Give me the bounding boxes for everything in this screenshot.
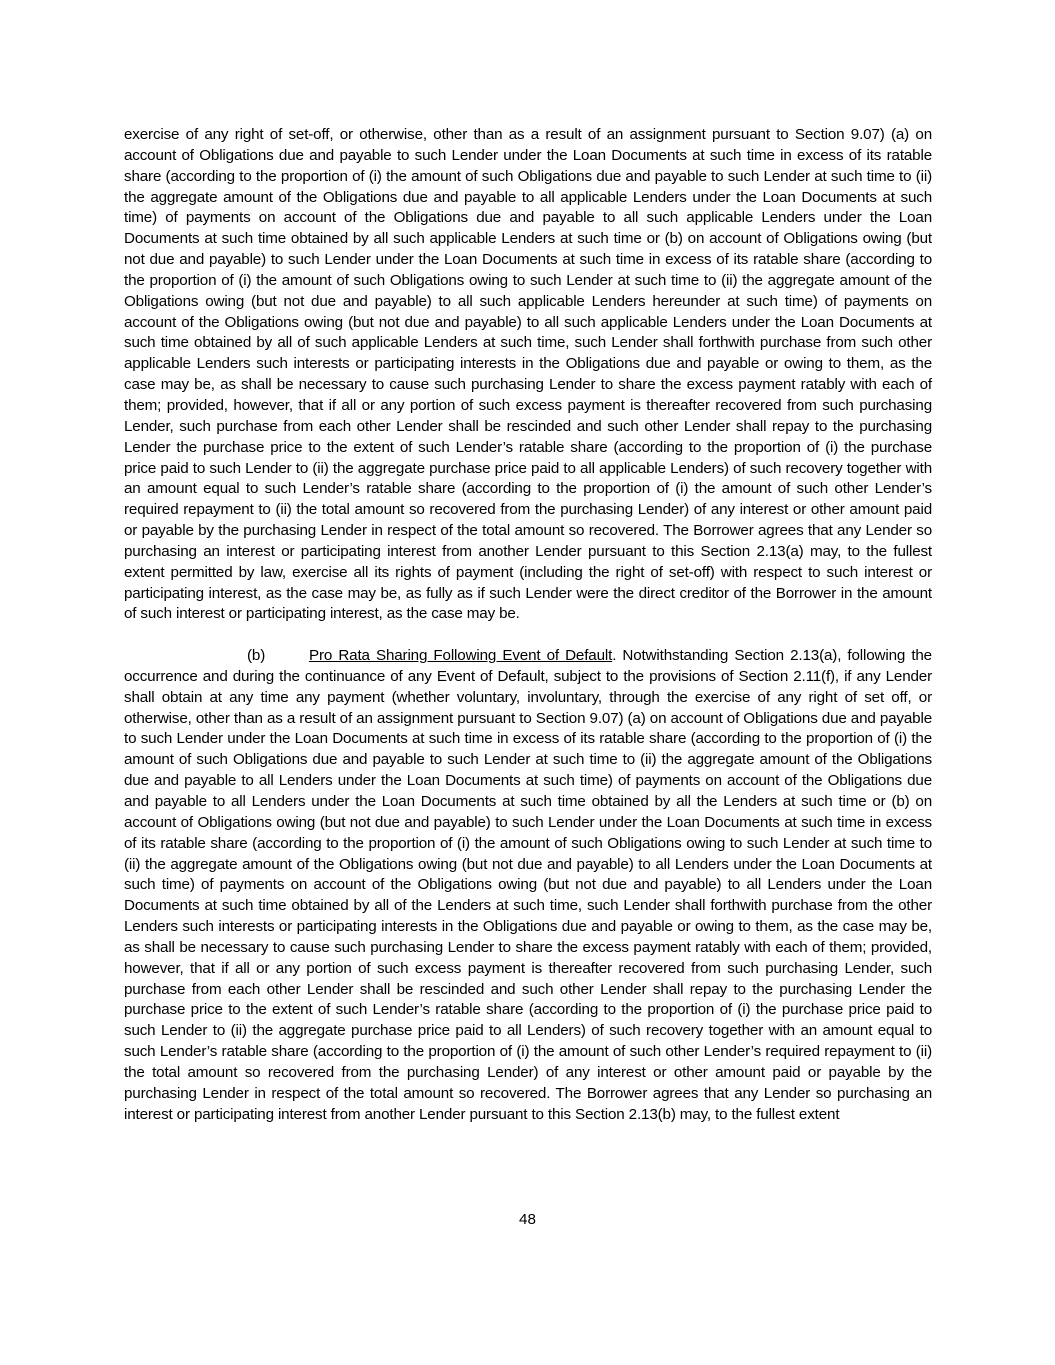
page-number: 48 xyxy=(519,1211,536,1228)
paragraph-section-b xyxy=(124,646,932,1125)
section-b-heading: Pro Rata Sharing Following Event of Default xyxy=(309,647,613,665)
paragraph-continuation: exercise of any right of set-off, or otherwise, other than as a result of an assignment pursuant to Section 9.07) (a) on account of Obligations due and payable to such Lender under the Loan Documents at such time in excess of its ratable share (according to the proportion of (i) the amount of such Obligations due and payable to such Lender at such time to (ii) the aggregate amount of the Obligations due and payable to all applicable Lenders under the Loan Documents at such time) of payments on account of the Obligations due and payable to all such applicable Lenders under the Loan Documents at such time obtained by all such applicable Lenders at such time or (b) on account of Obligations owing (but not due and payable) to such Lender under the Loan Documents at such time in excess of its ratable share (according to the proportion of (i) the amount of such Obligations owing to such Lender at such time to (ii) the aggregate amount of the Obligations owing (but not due and payable) to all such applicable Lenders hereunder at such time) of payments on account of the Obligations owing (but not due and payable) to all such applicable Lenders under the Loan Documents at such time obtained by all of such applicable Lenders at such time, such Lender shall forthwith purchase from such other applicable Lenders such interests or participating interests in the Obligations due and payable or owing to them, as the case may be, as shall be necessary to cause such purchasing Lender to share the excess payment ratably with each of them; provided, however, that if all or any portion of such excess payment is thereafter recovered from such purchasing Lender, such purchase from each other Lender shall be rescinded and such other Lender shall repay to the purchasing Lender the purchase price to the extent of such Lender’s ratable share (according to the proportion of (i) the purchase price paid to such Lender to (ii) the aggregate purchase price paid to all applicable Lenders) of such recovery together with an amount equal to such Lender’s ratable share (according to the proportion of (i) the amount of such other Lender’s required repayment to (ii) the total amount so recovered from the purchasing Lender) of any interest or other amount paid or payable by the purchasing Lender in respect of the total amount so recovered. The Borrower agrees that any Lender so purchasing an interest or participating interest from another Lender pursuant to this Section 2.13(a) may, to the fullest extent permitted by law, exercise all its rights of payment (including the right of set-off) with respect to such interest or participating interest, as the case may be, as fully as if such Lender were the direct creditor of the Borrower in the amount of such interest or participating interest, as the case may be. xyxy=(124,126,932,623)
section-b-heading-punctuation: . xyxy=(612,647,617,665)
section-b-body: Notwithstanding Section 2.13(a), following the occurrence and during the continuance of any Event of Default, subject to the provisions of Section 2.11(f), if any Lender shall obtain at any time any payment (whether voluntary, involuntary, through the exercise of any right of set off, or otherwise, other than as a result of an assignment pursuant to Section 9.07) (a) on account of Obligations due and payable to such Lender under the Loan Documents at such time in excess of its ratable share (according to the proportion of (i) the amount of such Obligations due and payable to such Lender at such time to (ii) the aggregate amount of the Obligations due and payable to all Lenders under the Loan Documents at such time) of payments on account of the Obligations due and payable to all Lenders under the Loan Documents at such time obtained by all the Lenders at such time or (b) on account of Obligations owing (but not due and payable) to such Lender under the Loan Documents at such time in excess of its ratable share (according to the proportion of (i) the amount of such Obligations owing to such Lender at such time to (ii) the aggregate amount of the Obligations owing (but not due and payable) to all Lenders under the Loan Documents at such time) of payments on account of the Obligations owing (but not due and payable) to all Lenders under the Loan Documents at such time obtained by all of the Lenders at such time, such Lender shall forthwith purchase from the other Lenders such interests or participating interests in the Obligations due and payable or owing to them, as the case may be, as shall be necessary to cause such purchasing Lender to share the excess payment ratably with each of them; provided, however, that if all or any portion of such excess payment is thereafter recovered from such purchasing Lender, such purchase from each other Lender shall be rescinded and such other Lender shall repay to the purchasing Lender the purchase price to the extent of such Lender’s ratable share (according to the proportion of (i) the purchase price paid to such Lender to (ii) the aggregate purchase price paid to all Lenders) of such recovery together with an amount equal to such Lender’s ratable share (according to the proportion of (i) the amount of such other Lender’s required repayment to (ii) the total amount so recovered from the purchasing Lender) of any interest or other amount paid or payable by the purchasing Lender in respect of the total amount so recovered. The Borrower agrees that any Lender so purchasing an interest or participating interest from another Lender pursuant to this Section 2.13(b) may, to the fullest extent xyxy=(124,647,932,1123)
document-page xyxy=(124,125,932,1126)
section-b-label: (b) xyxy=(247,647,266,665)
